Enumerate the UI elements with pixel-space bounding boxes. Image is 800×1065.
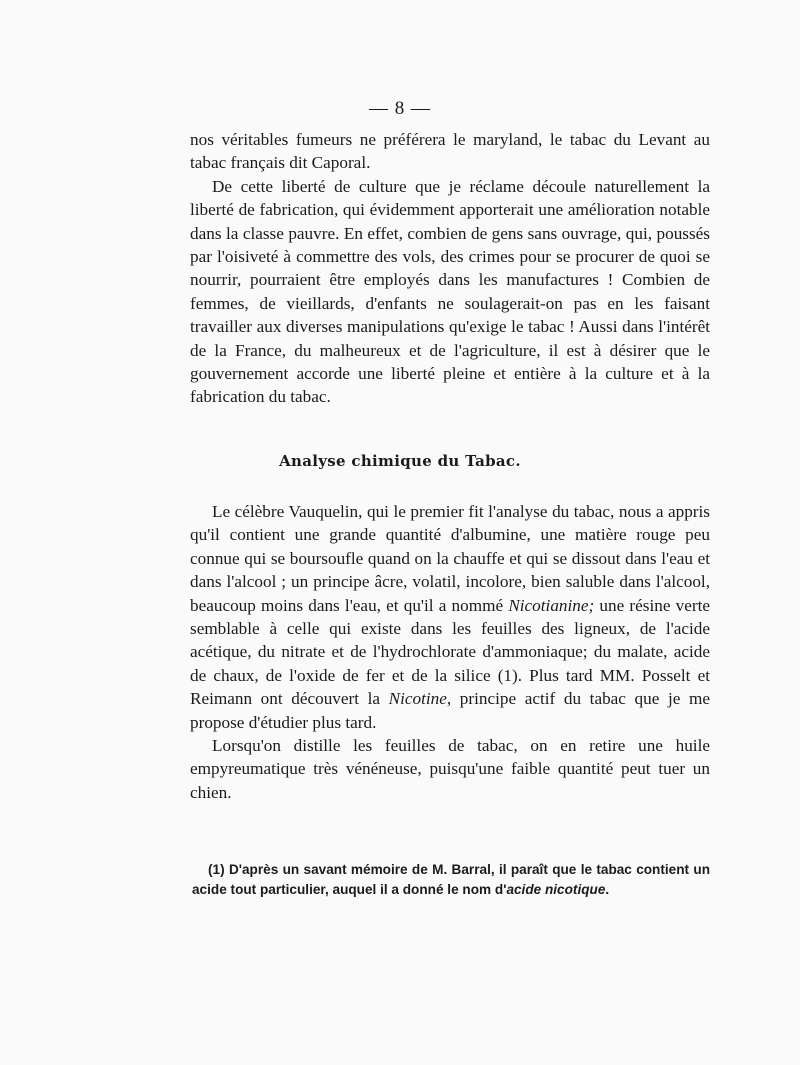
footnote-part-b: . (605, 881, 610, 897)
footnote (192, 860, 710, 899)
term-nicotianine: Nicotianine; (508, 595, 595, 615)
paragraph-liberte: De cette liberté de culture que je réclame découle naturellement la liberté de fabrication, qui évidemment apporterait une amélioration notable dans la classe pauvre. En effet, combien de gens sans ouvrage, qui, poussés par l'oisiveté à commettre des vols, des crimes pour se procurer de quoi se nourrir, pourraient être employés dans les manufactures ! Combien de femmes, de vieillards, d'enfants ne soulagerait-on pas en les faisant travailler aux diverses manipulations qu'exige le tabac ! Aussi dans l'intérêt de la France, du malheureux et de l'agriculture, il est à désirer que le gouvernement accorde une liberté pleine et entière à la culture et à la fabrication du tabac. (190, 176, 710, 407)
text-block-top (190, 128, 710, 409)
paragraph-continuation: nos véritables fumeurs ne préférera le maryland, le tabac du Levant au tabac français dit Caporal. (190, 130, 710, 173)
paragraph-vauquelin-part-b: une résine verte semblable à celle qui existe dans les feuilles des ligneux, de l'acide acétique, du nitrate et de l'hydrochlorate d'ammoniaque; du malate, acide de chaux, de l'oxide de fer et de la silice (1). Plus tard MM. Posselt et Reimann ont découvert la (190, 595, 710, 709)
paragraph-vauquelin-part-c: , principe actif du tabac que je me propose d'étudier plus tard. (190, 689, 710, 732)
footnote-part-a: (1) D'après un savant mémoire de M. Barral, il paraît que le tabac contient un acide tout particulier, auquel il a donné le nom d' (192, 862, 710, 897)
page-number: — 8 — (369, 98, 431, 119)
term-acide-nicotique: acide nicotique (506, 881, 606, 897)
paragraph-vauquelin (190, 500, 710, 734)
term-nicotine: Nicotine (388, 689, 447, 709)
paragraph-vauquelin-part-a: Le célèbre Vauquelin, qui le premier fit l'analyse du tabac, nous a appris qu'il contient une grande quantité d'albumine, une matière rouge peu connue qui se boursoufle quand on la chauffe et qui se dissout dans l'eau et dans l'alcool ; un principe âcre, volatil, incolore, bien saluble dans l'alcool, beaucoup moins dans l'eau, et qu'il a nommé (190, 502, 710, 615)
section-heading: Analyse chimique du Tabac. (279, 452, 521, 470)
text-block-analysis (190, 500, 710, 804)
paragraph-distillation: Lorsqu'on distille les feuilles de tabac, on en retire une huile empyreumatique très vénéneuse, puisqu'une faible quantité peut tuer un chien. (190, 736, 710, 802)
